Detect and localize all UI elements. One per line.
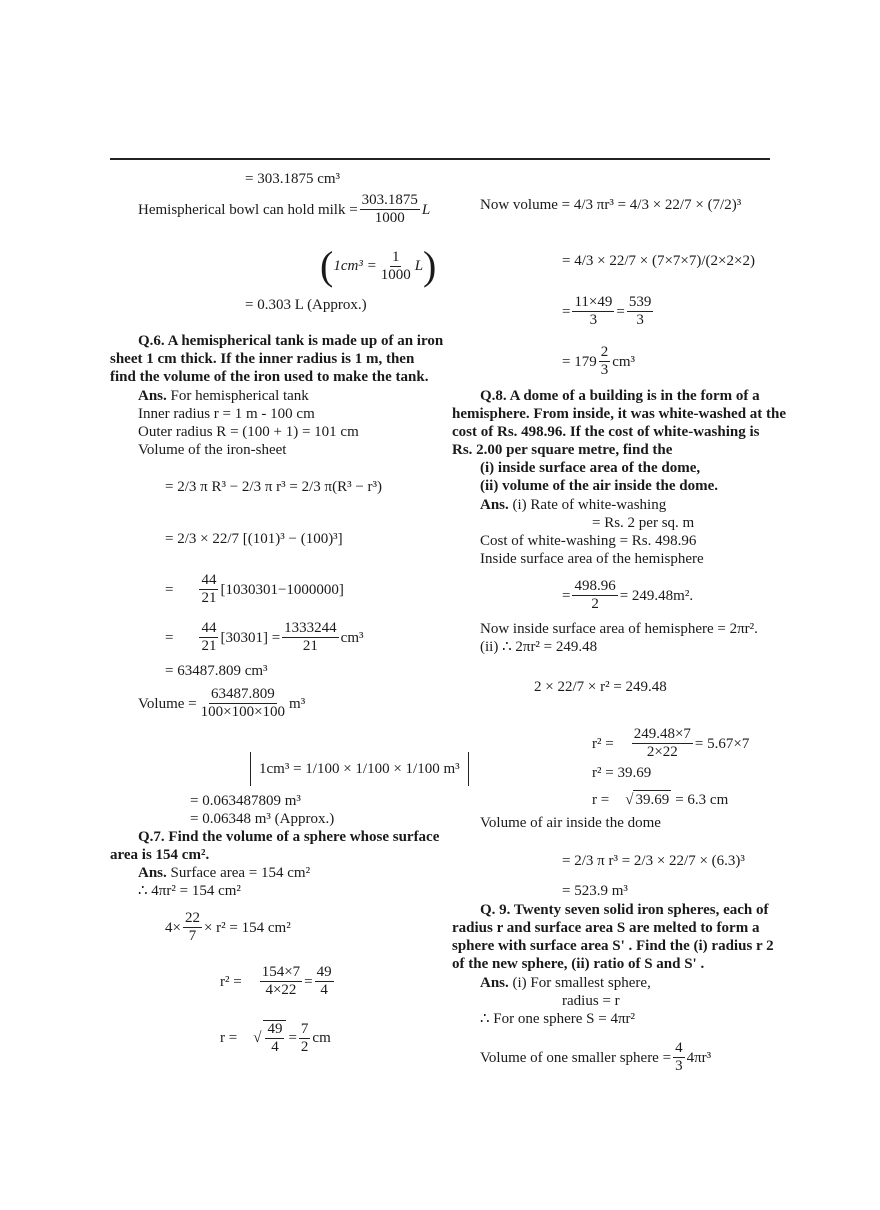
vol-label: Volume = [138,695,197,712]
conversion-bracket: 1cm³ = 1/100 × 1/100 × 1/100 m³ [250,752,469,786]
q8-eq-r2: 2 × 22/7 × r² = 249.48 [534,679,667,695]
q7-title-line1: Q.7. Find the volume of a sphere whose surface [138,829,440,845]
sqrt-sign: √ [253,1030,262,1046]
ans-text: (i) For smallest sphere, [512,975,651,991]
r4-unit: cm³ [612,353,636,370]
q7-a5-unit: cm [312,1030,331,1046]
conv-pre: 1cm³ = [333,258,377,274]
eq-sign: = [165,629,174,646]
q7-a5-sqrt-fraction [263,1020,286,1056]
eq-volume-1: = 2/3 π R³ − 2/3 π r³ = 2/3 π(R³ − r³) [165,479,383,495]
frac-num: 44 [201,620,217,636]
q7-ans-4 [220,964,336,999]
q7-a4-pre: r² = [220,973,242,990]
ans-text: (i) Rate of white-washing [512,497,667,513]
q8-r2-calc [592,726,749,761]
q8-part-i: (i) inside surface area of the dome, [480,460,701,476]
frac-num: 539 [628,294,652,310]
frac-den: 21 [302,638,318,654]
a11-pre: r = [592,791,610,808]
frac-den: 3 [636,312,644,328]
q6-ans-line [138,387,309,405]
b4-fraction [673,1040,685,1075]
q7-ans-5 [220,1020,331,1056]
conv-unit: L [414,258,424,274]
eq4-mid: [30301] = [220,629,281,646]
q7-a4-fraction2 [315,964,334,999]
q7-title-line2: area is 154 cm². [110,847,210,863]
frac-num: 249.48×7 [633,726,691,742]
a9-pre: r² = [592,735,614,752]
bowl-milk-label: Hemispherical bowl can hold milk = [138,201,358,218]
volume-step-3 [562,294,655,329]
frac-den: 100×100×100 [200,704,286,720]
q7-ans-2: ∴ 4πr² = 154 cm² [138,883,241,899]
q8-air-volume: = 2/3 π r³ = 2/3 × 22/7 × (6.3)³ [562,853,745,869]
result-2: = 0.06348 m³ (Approx.) [190,811,335,827]
frac-den: 7 [188,928,197,944]
eq-volume-4 [165,620,364,655]
a5-fraction [572,578,617,613]
q8-ans-1 [480,496,666,514]
frac-den: 2 [591,596,599,612]
r4-fraction [599,344,611,379]
q8-r2-value: r² = 39.69 [592,765,652,781]
q9-title-line4: of the new sphere, (ii) ratio of S and S' . [452,956,705,972]
frac-den: 3 [600,362,609,378]
eq-sign: = [288,1030,297,1046]
b4-pre: Volume of one smaller sphere = [480,1049,672,1066]
q6-title-line3: find the volume of the iron used to make the tank. [110,369,429,385]
inner-radius: Inner radius r = 1 m - 100 cm [138,406,315,422]
frac-den: 3 [589,312,598,328]
volume-step-2: = 4/3 × 22/7 × (7×7×7)/(2×2×2) [562,253,755,269]
vol-sheet-label: Volume of the iron-sheet [138,442,287,458]
frac-den: 1000 [380,266,411,283]
frac-num: 63487.809 [210,686,275,702]
q7-ans-1 [138,864,310,882]
eq-sign: = [562,587,571,604]
frac-den: 4 [320,982,328,998]
q7-a5-fraction [299,1021,311,1056]
frac-den: 21 [201,590,217,606]
eq-sign: = [616,303,625,320]
q8-cost: Cost of white-washing = Rs. 498.96 [480,533,697,549]
q7-a3-pre: 4× [165,919,181,936]
q8-air-label: Volume of air inside the dome [480,815,661,831]
conv-fraction [379,249,413,284]
ans-label: Ans. [480,975,509,991]
q9-volume-smaller [480,1040,711,1075]
q9-title-line2: radius r and surface area S are melted to form a [452,920,760,936]
q9-title-line1: Q. 9. Twenty seven solid iron spheres, each of [480,902,769,918]
bowl-volume-line: = 303.1875 cm³ [245,171,341,187]
q8-inside-sa: Inside surface area of the hemisphere [480,551,704,567]
a11-sqrt: 39.69 [635,792,670,808]
q8-title-line3: cost of Rs. 498.96. If the cost of white-washing is [452,424,760,440]
eq-sign: = [304,973,313,990]
eq-volume-5: = 63487.809 cm³ [165,663,268,679]
eq3-rest: [1030301−1000000] [220,581,344,598]
eq4-unit: cm³ [340,629,364,646]
frac-num: 303.1875 [361,192,418,208]
bowl-milk-fraction [360,192,420,227]
r3-fraction2 [627,294,654,329]
ans-label: Ans. [138,388,167,404]
q8-r-value [592,790,728,809]
paren-close: ) [423,243,437,288]
unit-l: L [421,201,431,218]
ans-label: Ans. [138,865,167,881]
q8-air-result: = 523.9 m³ [562,883,628,899]
frac-num: 1 [391,248,400,265]
frac-num: 1333244 [284,620,337,636]
q7-a3-fraction [183,910,202,945]
q8-area-calc [562,578,693,613]
frac-num: 44 [201,572,217,588]
result-1: = 0.063487809 m³ [190,793,301,809]
a9-fraction [632,726,693,761]
eq-volume-2: = 2/3 × 22/7 [(101)³ − (100)³] [165,531,343,547]
bowl-milk-line [138,192,430,227]
q7-a4-fraction [260,964,302,999]
paren-open: ( [320,243,334,288]
q8-title-line4: Rs. 2.00 per square metre, find the [452,442,673,458]
approx-result: = 0.303 L (Approx.) [245,297,367,313]
a5-rest: = 249.48m². [619,587,694,604]
frac-den: 1000 [374,210,405,226]
eq-volume-3 [165,572,344,607]
frac-num: 2 [600,344,609,360]
eq3-fraction [199,572,218,607]
q7-a3-rest: × r² = 154 cm² [203,919,291,936]
ans-text: For hemispherical tank [170,388,309,404]
q9-title-line3: sphere with surface area S' . Find the (i) radius r 2 [452,938,774,954]
volume-m3-line [138,686,305,721]
conversion-note [320,243,437,288]
eq-sign: = [165,581,174,598]
frac-num: 154×7 [261,964,301,980]
r3-fraction [572,294,614,329]
frac-num: 7 [300,1020,309,1037]
q8-rate: = Rs. 2 per sq. m [592,515,695,531]
frac-den: 21 [201,638,217,654]
sqrt-sign: √ [625,791,634,808]
a11-rest: = 6.3 cm [675,791,729,808]
q8-title-line1: Q.8. A dome of a building is in the form of a [480,388,760,404]
frac-num: 49 [267,1021,283,1037]
frac-den: 3 [675,1058,683,1074]
q6-title-line1: Q.6. A hemispherical tank is made up of an iron [138,333,444,349]
vol-fraction [199,686,287,721]
vol-unit: m³ [289,695,306,712]
now-volume-line: Now volume = 4/3 πr³ = 4/3 × 22/7 × (7/2)³ [480,197,742,213]
eq4-fraction [199,620,218,655]
q8-now-sa: Now inside surface area of hemisphere = 2πr². [480,621,758,637]
q8-part-ii-eq: (ii) ∴ 2πr² = 249.48 [480,639,598,655]
q9-ans-1 [480,974,651,992]
frac-den: 4 [271,1039,279,1055]
frac-num: 4 [675,1040,683,1056]
r4-pre: = 179 [562,353,597,370]
eq-sign: = [562,303,571,320]
frac-num: 498.96 [574,578,616,594]
top-rule [110,158,770,160]
frac-den: 2×22 [646,744,678,760]
ans-text: Surface area = 154 cm² [170,865,311,881]
frac-den: 4×22 [265,982,297,998]
q8-part-ii: (ii) volume of the air inside the dome. [480,478,719,494]
volume-result [562,344,635,379]
b4-rest: 4πr³ [686,1049,712,1066]
q7-a5-pre: r = [220,1030,238,1046]
q8-title-line2: hemisphere. From inside, it was white-washed at the [452,406,787,422]
frac-den: 2 [300,1038,309,1055]
eq4-fraction2 [282,620,339,655]
frac-num: 22 [184,910,200,926]
q7-ans-3 [165,910,291,945]
frac-num: 49 [316,964,332,980]
frac-num: 11×49 [574,294,613,310]
a9-rest: = 5.67×7 [694,735,750,752]
outer-radius: Outer radius R = (100 + 1) = 101 cm [138,424,359,440]
ans-label: Ans. [480,497,509,513]
q9-one-sphere: ∴ For one sphere S = 4πr² [480,1011,636,1027]
q6-title-line2: sheet 1 cm thick. If the inner radius is 1 m, then [110,351,415,367]
q9-radius: radius = r [562,993,620,1009]
